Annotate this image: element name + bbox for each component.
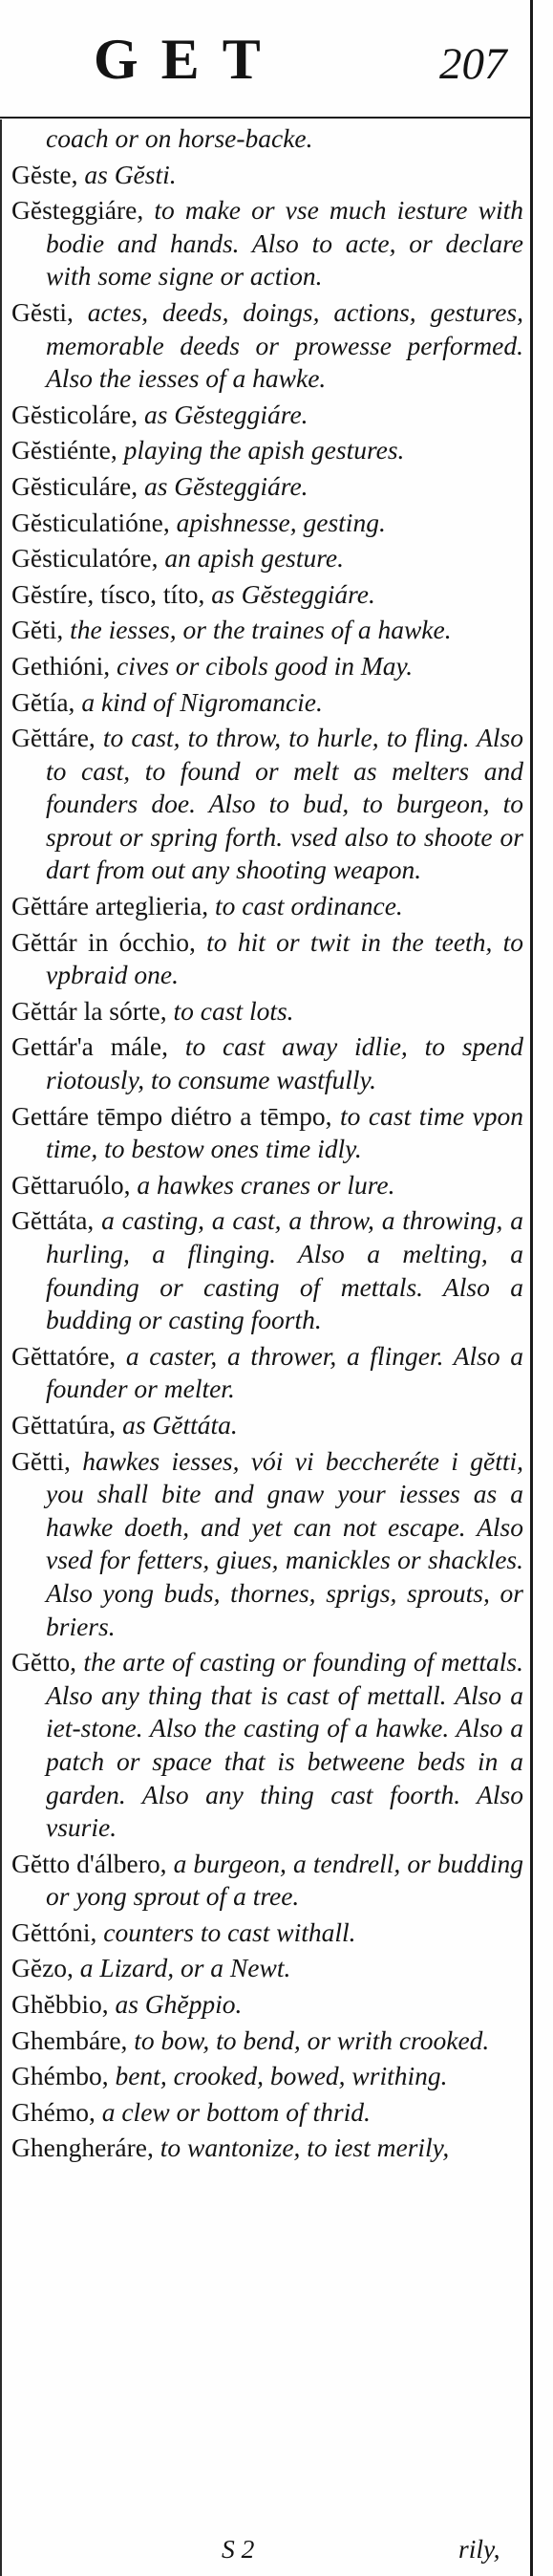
dictionary-entry	[11, 194, 523, 293]
dictionary-entry	[11, 2060, 523, 2093]
entry-definition: to make or vse much iesture with bodie and hands. Also to acte, or declare with some signe or action.	[46, 195, 523, 292]
entry-headword: Ghĕbbio,	[11, 1989, 109, 2020]
entry-headword: Gĕttár in ócchio,	[11, 926, 196, 957]
dictionary-entry	[11, 1409, 523, 1442]
entry-definition: bent, crooked, bowed, writhing.	[115, 2061, 448, 2091]
entry-definition: a Lizard, or a Newt.	[79, 1953, 291, 1983]
dictionary-entry	[11, 1848, 523, 1914]
entry-definition: as Ghĕppio.	[115, 1989, 243, 2020]
dictionary-entry	[11, 434, 523, 467]
entry-headword: Gĕsticulatióne,	[11, 507, 170, 537]
entry-definition: as Gĕsteggiáre.	[143, 470, 308, 501]
entry-headword: Gĕstiénte,	[11, 435, 117, 465]
dictionary-entry	[11, 2132, 523, 2165]
entry-definition: an apish gesture.	[164, 543, 345, 574]
entry-headword: Gĕste,	[11, 159, 78, 189]
entry-headword: Gĕttáre arteglieria,	[11, 891, 209, 921]
entry-definition: actes, deeds, doings, actions, gestures, memorable deeds or prowesse performed. Also the iesses of a hawke.	[46, 296, 523, 394]
dictionary-entry	[11, 578, 523, 612]
entry-definition: counters to cast withall.	[103, 1916, 356, 1947]
entry-definition: apishnesse, gesting.	[176, 507, 386, 537]
entry-definition: to cast time vpon time, to bestow ones time idly.	[46, 1100, 523, 1164]
entry-headword: Gĕtto d'álbero,	[11, 1848, 167, 1878]
entry-headword: Ghémo,	[11, 2096, 96, 2127]
entry-headword: Gĕzo,	[11, 1953, 74, 1983]
entry-definition: hawkes iesses, vói vi beccheréte i gĕtti, you shall bite and gnaw your iesses as a hawke doeth, and yet can not escape. Also vsed for fetters, giues, manickles or shackles. Also yong buds, thornes, sprigs, sprouts, or briers.	[46, 1445, 524, 1641]
entry-headword: Gettáre tēmpo diétro a tēmpo,	[11, 1100, 332, 1131]
entry-definition: to cast away idlie, to spend riotously, to consume wastfully.	[46, 1031, 523, 1095]
dictionary-entry	[11, 614, 523, 647]
entry-definition: a hawkes cranes or lure.	[137, 1169, 395, 1200]
dictionary-entry	[11, 542, 523, 575]
entry-definition: coach or on horse-backe.	[46, 123, 313, 153]
dictionary-entry	[11, 890, 523, 923]
dictionary-entry	[11, 722, 523, 887]
entry-headword: Gĕsticuláre,	[11, 470, 138, 501]
entry-definition: a caster, a thrower, a flinger. Also a founder or melter.	[46, 1340, 524, 1404]
entry-definition: the arte of casting or founding of mettals. Also any thing that is cast of mettall. Also a iet-stone. Also the casting of a hawke. Also a patch or space that is betweene beds in a garden. Also any thing cast foorth. Also vsurie.	[46, 1647, 523, 1843]
entry-headword: Gĕsticoláre,	[11, 399, 138, 429]
dictionary-entry	[11, 399, 523, 432]
entry-headword: Gĕttáre,	[11, 723, 96, 753]
dictionary-entry	[11, 470, 523, 504]
entry-definition: to cast lots.	[173, 995, 294, 1026]
dictionary-entry	[11, 1988, 523, 2022]
page-border-right	[530, 0, 533, 2576]
dictionary-entry	[11, 122, 523, 156]
entry-headword: Gĕti,	[11, 615, 64, 645]
entry-definition: a clew or bottom of thrid.	[101, 2096, 371, 2127]
dictionary-entry	[11, 296, 523, 396]
entry-headword: Ghengheráre,	[11, 2132, 154, 2163]
entry-headword: Gĕttáta,	[11, 1205, 95, 1236]
dictionary-entry	[11, 1952, 523, 1985]
entry-headword: Ghémbo,	[11, 2061, 109, 2091]
entry-headword: Gĕtto,	[11, 1647, 76, 1678]
dictionary-entry	[11, 926, 523, 992]
entry-definition: a kind of Nigromancie.	[81, 686, 323, 717]
entry-definition: as Gĕsteggiáre.	[211, 578, 375, 609]
entry-definition: the iesses, or the traines of a hawke.	[70, 615, 452, 645]
entry-headword: Gettár'a mále,	[11, 1031, 169, 1062]
entry-definition: playing the apish gestures.	[123, 435, 405, 465]
entry-headword: Gĕsti,	[11, 296, 74, 327]
entry-headword: Gĕsticulatóre,	[11, 543, 159, 574]
entry-headword: Gĕtti,	[11, 1445, 71, 1476]
entry-definition: to hit or twit in the teeth, to vpbraid one.	[46, 926, 523, 990]
entry-headword: Gethióni,	[11, 650, 111, 681]
entry-headword: Gĕstíre, tísco, títo,	[11, 578, 205, 609]
dictionary-entry	[11, 686, 523, 720]
dictionary-entry	[11, 507, 523, 540]
entry-headword: Gĕttatúra,	[11, 1409, 117, 1440]
signature-mark: S 2	[222, 2534, 255, 2564]
entry-definition: as Gĕsteggiáre.	[143, 399, 308, 429]
dictionary-entry	[11, 1100, 523, 1166]
dictionary-entry	[11, 2096, 523, 2130]
catchword: rily,	[458, 2534, 500, 2564]
column-rule-left	[0, 119, 2, 2576]
header-rule	[0, 117, 533, 119]
entry-definition: to cast, to throw, to hurle, to fling. Also to cast, to found or melt as melters and founders doe. Also to bud, to burgeon, to sprout or spring forth. vsed also to shoote or dart from out any shooting weapon.	[46, 723, 523, 885]
dictionary-entry	[11, 1916, 523, 1950]
entry-headword: Gĕttaruólo,	[11, 1169, 131, 1200]
entry-definition: a casting, a cast, a throw, a throwing, a hurling, a flinging. Also a melting, a founding or casting of mettals. Also a budding or casting foorth.	[46, 1205, 523, 1335]
entry-headword: Ghembáre,	[11, 2024, 128, 2055]
dictionary-entry	[11, 1445, 523, 1644]
dictionary-entry	[11, 995, 523, 1028]
entry-definition: a burgeon, a tendrell, or budding or yong sprout of a tree.	[46, 1848, 524, 1912]
entry-definition: to wantonize, to iest merily,	[160, 2132, 450, 2163]
entry-headword: Gĕttatóre,	[11, 1340, 117, 1371]
entry-definition: cives or cibols good in May.	[117, 650, 414, 681]
dictionary-entry	[11, 159, 523, 192]
page-number: 207	[439, 39, 507, 89]
dictionary-entry	[11, 1030, 523, 1096]
running-head: GET	[94, 28, 284, 91]
entry-definition: as Gĕttáta.	[122, 1409, 238, 1440]
entry-headword: Gĕttár la sórte,	[11, 995, 167, 1026]
entry-list	[11, 122, 523, 2168]
dictionary-entry	[11, 1340, 523, 1406]
entry-definition: to cast ordinance.	[215, 891, 403, 921]
dictionary-entry	[11, 2024, 523, 2058]
dictionary-entry	[11, 1169, 523, 1202]
entry-headword: Gĕtía,	[11, 686, 75, 717]
entry-definition: as Gĕsti.	[84, 159, 177, 189]
entry-headword: Gĕsteggiáre,	[11, 195, 144, 226]
entry-definition: to bow, to bend, or writh crooked.	[134, 2024, 490, 2055]
dictionary-entry	[11, 650, 523, 683]
entry-headword: Gĕttóni,	[11, 1916, 97, 1947]
dictionary-entry	[11, 1204, 523, 1336]
dictionary-entry	[11, 1646, 523, 1845]
